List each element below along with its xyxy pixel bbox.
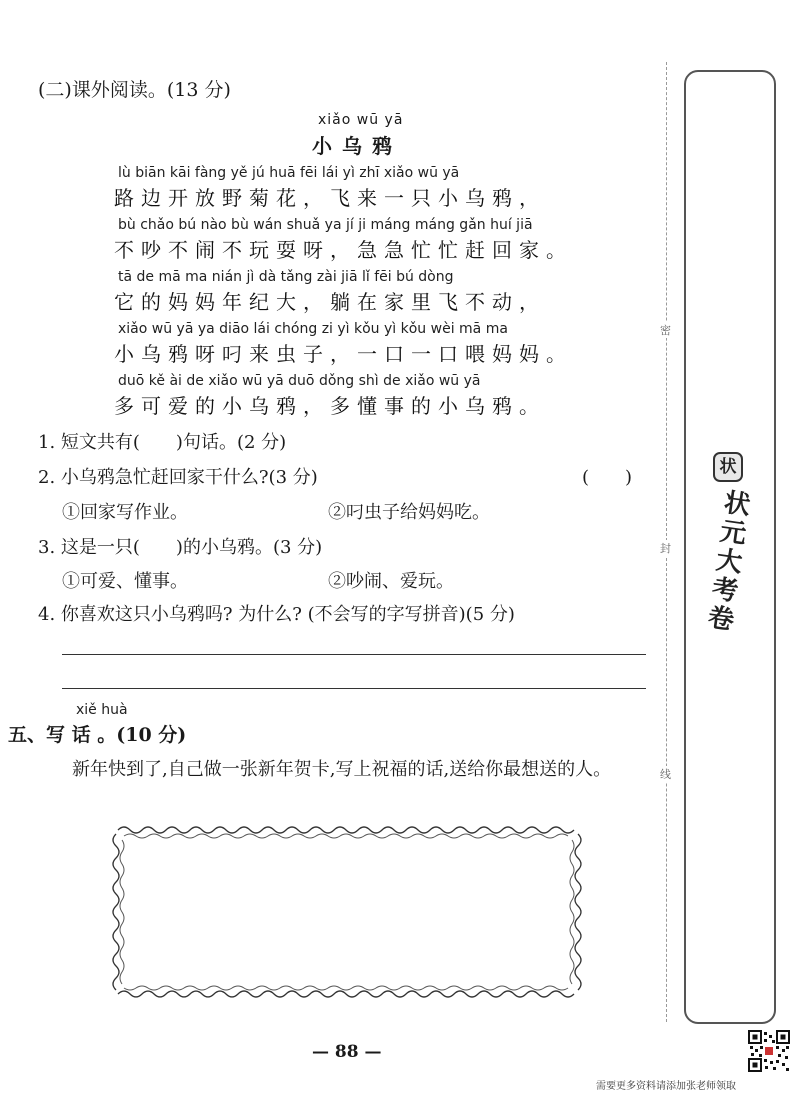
footer-note: 需要更多资料请添加张老师领取 — [596, 1081, 736, 1092]
writing-title-pinyin: xiě huà — [76, 702, 128, 718]
poem-line-3-text: 它的妈妈年纪大，躺在家里飞不动， — [114, 290, 546, 314]
seal-label-xian: 线 — [660, 768, 671, 781]
writing-section-title: 五、写 话 。(10 分) — [8, 724, 187, 746]
poem-line-1-text: 路边开放野菊花，飞来一只小乌鸦， — [114, 186, 546, 210]
poem-title-pinyin: xiǎo wū yā — [318, 112, 404, 128]
poem-line-4-text: 小乌鸦呀叼来虫子，一口一口喂妈妈。 — [114, 342, 573, 366]
question-2-option-2: ②叼虫子给妈妈吃。 — [328, 502, 490, 523]
question-4: 4. 你喜欢这只小乌鸦吗? 为什么? (不会写的字写拼音)(5 分) — [38, 604, 515, 625]
answer-line-1[interactable] — [62, 654, 646, 655]
poem-line-1-pinyin: lù biān kāi fàng yě jú huā fēi lái yì zhī xiǎo wū yā — [118, 165, 460, 181]
seal-label-feng: 封 — [660, 542, 671, 555]
brand-logo-text: 状元大考卷 — [706, 487, 753, 637]
question-3: 3. 这是一只( )的小乌鸦。(3 分) — [38, 537, 323, 558]
question-3-option-2: ②吵闹、爱玩。 — [328, 571, 454, 592]
question-3-option-1: ①可爱、懂事。 — [62, 571, 188, 592]
poem-title: 小乌鸦 — [312, 134, 402, 158]
seal-label-mi: 密 — [660, 324, 671, 337]
question-2-answer-bracket[interactable]: ( ) — [582, 467, 633, 488]
greeting-card-box[interactable] — [108, 822, 586, 1002]
reading-section-title: (二)课外阅读。(13 分) — [38, 79, 231, 101]
poem-line-5-pinyin: duō kě ài de xiǎo wū yā duō dǒng shì de xiǎo wū yā — [118, 373, 481, 389]
brand-badge-icon: 状 — [713, 452, 743, 482]
question-2-option-1: ①回家写作业。 — [62, 502, 188, 523]
poem-line-4-pinyin: xiǎo wū yā ya diāo lái chóng zi yì kǒu yì kǒu wèi mā ma — [118, 321, 508, 337]
page-number: — 88 — — [312, 1042, 382, 1062]
writing-prompt: 新年快到了,自己做一张新年贺卡,写上祝福的话,送给你最想送的人。 — [72, 759, 612, 780]
poem-line-5-text: 多可爱的小乌鸦，多懂事的小乌鸦。 — [114, 394, 546, 418]
poem-line-2-text: 不吵不闹不玩耍呀，急急忙忙赶回家。 — [114, 238, 573, 262]
poem-line-3-pinyin: tā de mā ma nián jì dà tǎng zài jiā lǐ fēi bú dòng — [118, 269, 454, 285]
question-2: 2. 小乌鸦急忙赶回家干什么?(3 分) — [38, 467, 318, 488]
qr-code-icon — [748, 1030, 790, 1072]
poem-line-2-pinyin: bù chǎo bú nào bù wán shuǎ ya jí ji máng máng gǎn huí jiā — [118, 217, 533, 233]
question-1: 1. 短文共有( )句话。(2 分) — [38, 432, 287, 453]
answer-line-2[interactable] — [62, 688, 646, 689]
